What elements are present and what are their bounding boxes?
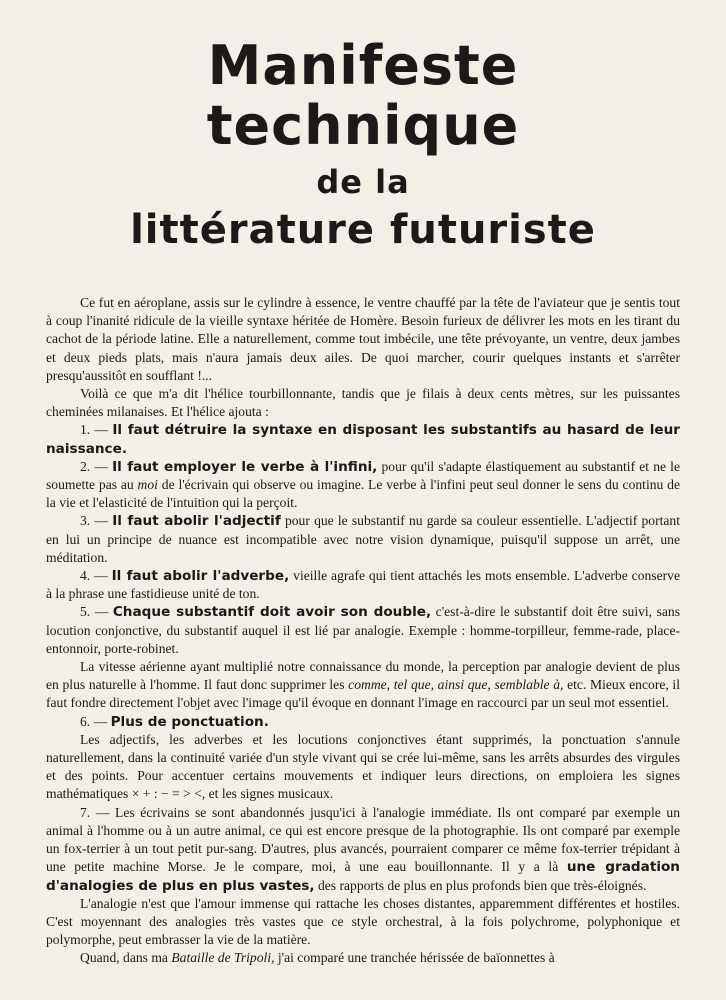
rule-7-text-b: des rapports de plus en plus profonds bien que très-éloignés. bbox=[314, 877, 647, 893]
rule-4-heading: Il faut abolir l'adverbe, bbox=[111, 568, 290, 585]
paragraph-quand bbox=[46, 949, 680, 967]
rule-3-heading: Il faut abolir l'adjectif bbox=[112, 513, 281, 530]
title-line-1: Manifeste technique bbox=[206, 34, 520, 157]
rule-3 bbox=[46, 512, 680, 567]
vitesse-italic: comme, tel que, ainsi que, semblable à, bbox=[348, 677, 564, 693]
rule-5 bbox=[46, 603, 680, 658]
quand-text-a: Quand, dans ma bbox=[80, 950, 172, 966]
rule-4 bbox=[46, 567, 680, 603]
rule-2-number: 2. — bbox=[80, 458, 113, 474]
rule-3-number: 3. — bbox=[80, 513, 113, 529]
paragraph-voila: Voilà ce que m'a dit l'hélice tourbillonnante, tandis que je filais à deux cents mètres, sur les puissantes cheminées milanaises. Et l'hélice ajouta : bbox=[46, 386, 680, 420]
rule-7-heading: une gradation d'analogies de plus en plus vastes, bbox=[46, 859, 680, 894]
vitesse-text-a: La vitesse aérienne ayant multiplié notre connaissance du monde, la perception par analogie devient de plus en plus naturelle à l'homme. Il faut donc supprimer les bbox=[46, 659, 680, 693]
manifesto-body bbox=[46, 294, 680, 968]
title-line-2: de la bbox=[316, 163, 410, 201]
rule-1-heading: Il faut détruire la syntaxe en disposant les substantifs au hasard de leur naissance. bbox=[46, 422, 680, 457]
rule-7-number: 7. — bbox=[80, 804, 116, 820]
rule-6-heading: Plus de ponctuation. bbox=[110, 713, 269, 730]
rule-4-text: vieille agrafe qui tient attachés les mots ensemble. L'adverbe conserve à la phrase une fastidieuse unité de ton. bbox=[46, 568, 680, 602]
quand-text-b: j'ai comparé une tranchée hérissée de baïonnettes à bbox=[274, 950, 555, 966]
rule-5-number: 5. — bbox=[80, 604, 113, 620]
rule-5-heading: Chaque substantif doit avoir son double, bbox=[112, 604, 432, 621]
rule-2-heading: Il faut employer le verbe à l'infini, bbox=[112, 458, 378, 475]
rule-2-text-a: pour qu'il s'adapte élastiquement au substantif et ne le soumette pas au bbox=[46, 458, 680, 493]
rule-1-number: 1. — bbox=[80, 422, 113, 438]
rule-3-text: pour que le substantif nu garde sa couleur essentielle. L'adjectif portant en lui un principe de nuance est incompatible avec notre vision dynamique, puisqu'il suppose un arrêt, une méditation. bbox=[46, 513, 681, 565]
quand-italic: Bataille de Tripoli, bbox=[171, 950, 275, 966]
rule-6 bbox=[46, 713, 680, 731]
vitesse-text-b: etc. Mieux encore, il faut fondre directement l'objet avec l'image qu'il évoque en donnant l'image en raccourci par un seul mot essentiel. bbox=[46, 677, 680, 711]
title-line-3: littérature futuriste bbox=[130, 207, 596, 253]
rule-5-text: c'est-à-dire le substantif doit être suivi, sans locution conjonctive, du substantif auquel il est lié par analogie. Exemple : homme-torpilleur, femme-rade, place-entonnoir, porte-robinet. bbox=[46, 604, 680, 656]
rule-2-italic: moi bbox=[137, 477, 158, 493]
rule-1 bbox=[46, 421, 680, 457]
rule-6-number: 6. — bbox=[80, 713, 111, 729]
paragraph-intro: Ce fut en aéroplane, assis sur le cylindre à essence, le ventre chauffé par la tête de l'aviateur que je sentis tout à coup l'inanité ridicule de la vieille syntaxe héritée de Homère. Besoin furieux de délivrer les mots en les tirant du cachot de la période latine. Elle a naturellement, comme tout imbécile, une tête prévoyante, un ventre, deux jambes et deux pieds plats, mais n'aura jamais deux ailes. De quoi marcher, courir quelques instants et s'arrêter presqu'aussitôt en soufflant !... bbox=[46, 295, 680, 383]
paragraph-analogie: L'analogie n'est que l'amour immense qui rattache les choses distantes, apparemment différentes et hostiles. C'est moyennant des analogies très vastes que ce style orchestral, à la fois polychrome, polyphonique et polymorphe, peut embrasser la vie de la matière. bbox=[46, 895, 680, 948]
rule-4-number: 4. — bbox=[80, 568, 112, 584]
rule-2-text-b: de l'écrivain qui observe ou imagine. Le verbe à l'infini peut seul donner le sens du continu de la vie et l'elasticité de l'intuition qui la perçoit. bbox=[46, 477, 680, 511]
rule-2 bbox=[46, 458, 680, 513]
paragraph-adjectifs: Les adjectifs, les adverbes et les locutions conjonctives étant supprimés, la ponctuation s'annule naturellement, dans la continuité variée d'un style vivant qui se crée lui-même, sans les arrêts absurdes des virgules et des points. Pour accentuer certains mouvements et indiquer leurs directions, on emploiera les signes mathématiques × + : − = > <, et les signes musicaux. bbox=[46, 731, 680, 802]
rule-7 bbox=[46, 804, 680, 895]
rule-7-text-a: Les écrivains se sont abandonnés jusqu'ici à l'analogie immédiate. Ils ont comparé par exemple un animal à l'homme ou à un autre animal, ce qui est encore presque de la photographie. Ils ont comparé par exemple un fox-terrier à un tout petit pur-sang. D'autres, plus avancés, pourraient comparer ce même fox-terrier trépidant à une petite machine Morse. Je le compare, moi, à une eau bouillonnante. Il y a là bbox=[46, 804, 680, 875]
paragraph-vitesse bbox=[46, 658, 680, 713]
